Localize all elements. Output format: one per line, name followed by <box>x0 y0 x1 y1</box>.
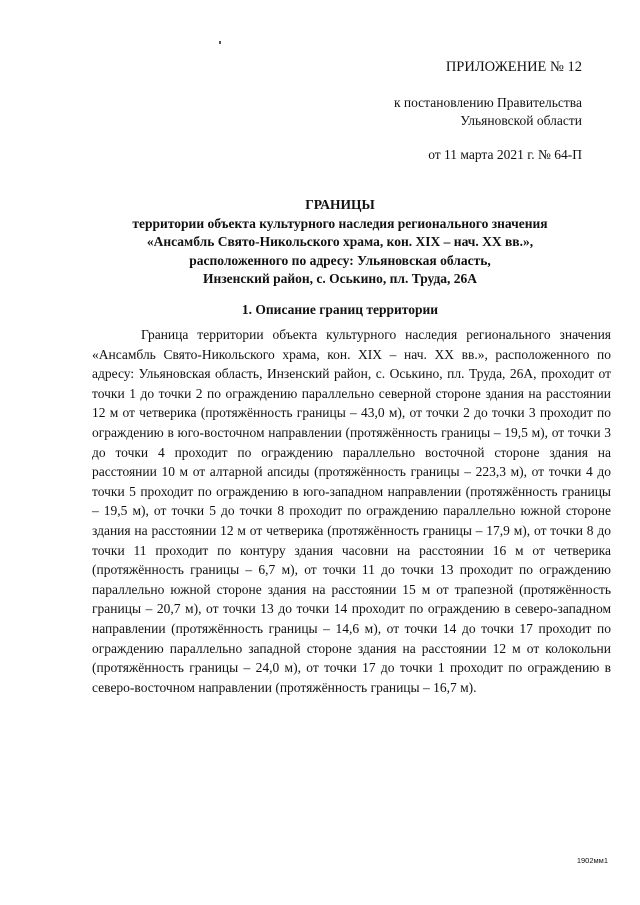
decree-date: от 11 марта 2021 г. № 64-П <box>428 147 582 162</box>
document-code: 1902мм1 <box>576 856 608 865</box>
scan-speck <box>219 41 221 44</box>
section-heading: 1. Описание границ территории <box>241 302 439 317</box>
title-line-3: «Ансамбль Свято-Никольского храма, кон. XIX – нач. XX вв.», <box>146 234 534 250</box>
decree-reference <box>394 94 582 130</box>
decree-line-1: к постановлению Правительства <box>393 95 582 110</box>
title-line-4: расположенного по адресу: Ульяновская область, <box>189 252 491 268</box>
title-line-5: Инзенский район, с. Оськино, пл. Труда, 26А <box>202 271 478 287</box>
appendix-number: ПРИЛОЖЕНИЕ № 12 <box>445 59 582 75</box>
title-line-1: ГРАНИЦЫ <box>305 197 375 212</box>
document-title <box>90 196 590 289</box>
title-line-2: территории объекта культурного наследия регионального значения <box>132 215 548 231</box>
decree-line-2: Ульяновской области <box>460 113 582 128</box>
boundary-description-paragraph: Граница территории объекта культурного наследия регионального значения «Ансамбль Свято-Никольского храма, кон. XIX – нач. XX вв.», расположенного по адресу: Ульяновская область, Инзенский район, с. Оськино, пл. Труда, 26А, проходит от точки 1 до точки 2 по ограждению параллельно северной стороне здания на расстоянии 12 м от четверика (протяжённость границы – 43,0 м), от точки 2 до точки 3 проходит по ограждению в юго-восточном направлении (протяжённость границы – 19,5 м), от точки 3 до точки 4 проходит по ограждению параллельно восточной стороне здания на расстоянии 10 м от алтарной апсиды (протяжённость границы – 223,3 м), от точки 4 до точки 5 проходит по ограждению в юго-западном направлении (протяжённость границы – 19,5 м), от точки 5 до точки 8 проходит по ограждению параллельно южной стороне здания на расстоянии 12 м от четверика (протяжённость границы – 17,9 м), от точки 8 до точки 11 проходит по контуру здания часовни на расстоянии 16 м от четверика (протяжённость границы – 6,7 м), от точки 11 до точки 13 проходит по ограждению параллельно южной стороне здания на расстоянии 15 м от трапезной (протяжённость границы – 20,7 м), от точки 13 до точки 14 проходит по ограждению в северо-западном направлении (протяжённость границы – 14,6 м), от точки 14 до точки 17 проходит по ограждению параллельно западной стороне здания на расстоянии 12 м от колокольни (протяжённость границы – 24,0 м), от точки 17 до точки 1 проходит по ограждению в северо-восточном направлении (протяжённость границы – 16,7 м). <box>92 327 611 695</box>
